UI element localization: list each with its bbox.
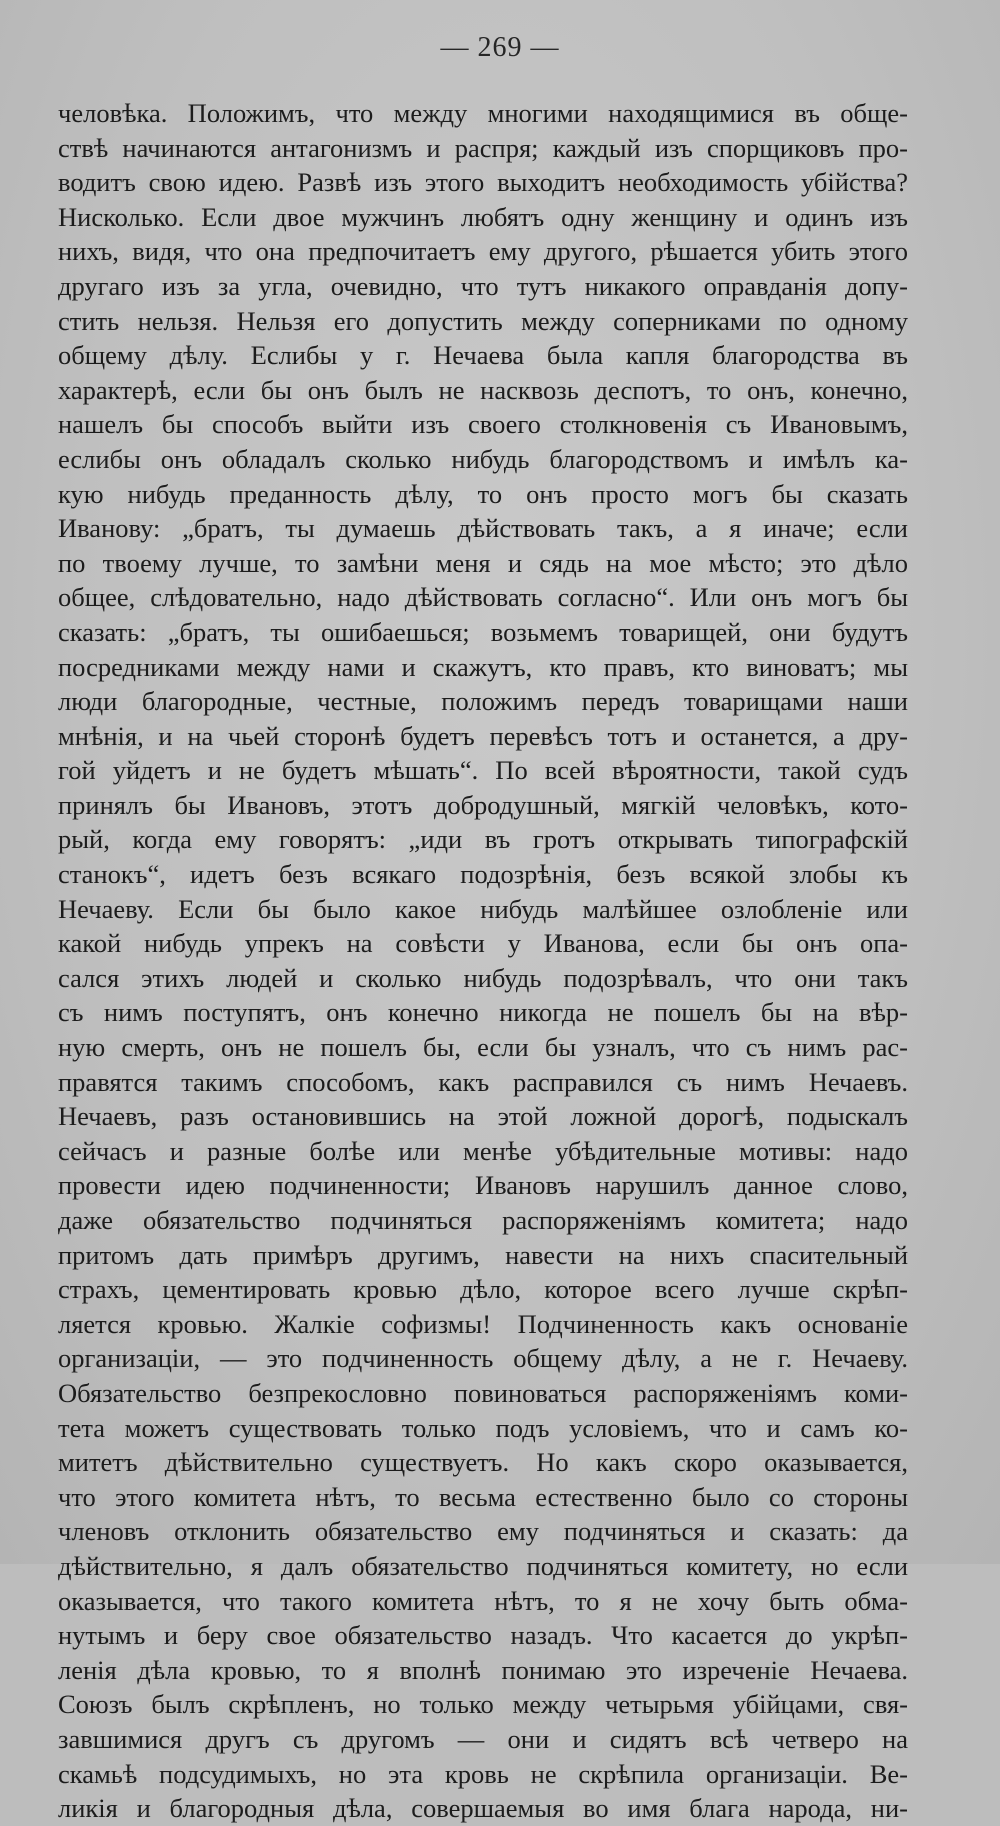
text-line: человѣка. Положимъ, что между многими находящимися въ обще- xyxy=(58,98,908,128)
page-number: — 269 — xyxy=(440,32,560,63)
text-line: страхъ, цементировать кровью дѣло, которое всего лучше скрѣп- xyxy=(58,1274,908,1305)
text-line: станокъ“, идетъ безъ всякаго подозрѣнія, безъ всякой злобы къ xyxy=(58,859,908,890)
text-line: Нечаевъ, разъ остановившись на этой ложной дорогѣ, подыскалъ xyxy=(58,1101,908,1132)
text-line: принялъ бы Ивановъ, этотъ добродушный, мягкій человѣкъ, кото- xyxy=(58,789,908,820)
text-line: съ нимъ поступятъ, онъ конечно никогда не пошелъ бы на вѣр- xyxy=(58,997,908,1028)
text-line: стить нельзя. Нельзя его допустить между соперниками по одному xyxy=(58,305,908,336)
text-line: характерѣ, если бы онъ былъ не насквозь деспотъ, то онъ, конечно, xyxy=(58,374,908,405)
text-line: сался этихъ людей и сколько нибудь подозрѣвалъ, что они такъ xyxy=(58,962,908,993)
text-line: провести идею подчиненности; Ивановъ нарушилъ данное слово, xyxy=(58,1170,908,1201)
text-line: по твоему лучше, то замѣни меня и сядь на мое мѣсто; это дѣло xyxy=(58,547,908,578)
text-line: организаціи, — это подчиненность общему дѣлу, а не г. Нечаеву. xyxy=(58,1343,908,1374)
text-line: оказывается, что такого комитета нѣтъ, то я не хочу быть обма- xyxy=(58,1585,908,1616)
text-line: дѣйствительно, я далъ обязательство подчиняться комитету, но если xyxy=(58,1550,908,1581)
text-line: митетъ дѣйствительно существуетъ. Но какъ скоро оказывается, xyxy=(58,1447,908,1478)
text-line: тета можетъ существовать только подъ условіемъ, что и самъ ко- xyxy=(58,1412,908,1443)
text-line: Нечаеву. Если бы было какое нибудь малѣйшее озлобленіе или xyxy=(58,893,908,924)
text-line: ленія дѣла кровью, то я вполнѣ понимаю это изреченіе Нечаева. xyxy=(58,1654,908,1685)
text-line: мнѣнія, и на чьей сторонѣ будетъ перевѣсъ тотъ и останется, а дру- xyxy=(58,720,908,751)
text-line: нутымъ и беру свое обязательство назадъ. Что касается до укрѣп- xyxy=(58,1620,908,1651)
text-line: сейчасъ и разные болѣе или менѣе убѣдительные мотивы: надо xyxy=(58,1135,908,1166)
text-line: водитъ свою идею. Развѣ изъ этого выходитъ необходимость убійства? xyxy=(58,167,908,198)
text-line: притомъ дать примѣръ другимъ, навести на нихъ спасительный xyxy=(58,1239,908,1270)
text-line: Иванову: „братъ, ты думаешь дѣйствовать такъ, а я иначе; если xyxy=(58,513,908,544)
text-line: нашелъ бы способъ выйти изъ своего столкновенія съ Ивановымъ, xyxy=(58,409,908,440)
text-line: ствѣ начинаются антагонизмъ и распря; каждый изъ спорщиковъ про- xyxy=(58,132,908,163)
body-text xyxy=(58,96,908,1826)
text-line: люди благородные, честные, положимъ передъ товарищами наши xyxy=(58,686,908,717)
text-line: ликія и благородныя дѣла, совершаемыя во имя блага народа, ни- xyxy=(58,1793,908,1824)
text-line: ную смерть, онъ не пошелъ бы, если бы узналъ, что съ нимъ рас- xyxy=(58,1032,908,1063)
text-line: рый, когда ему говорятъ: „иди въ гротъ открывать типографскій xyxy=(58,824,908,855)
text-line: общему дѣлу. Еслибы у г. Нечаева была капля благородства въ xyxy=(58,340,908,371)
text-line: ляется кровью. Жалкіе софизмы! Подчиненность какъ основаніе xyxy=(58,1308,908,1339)
text-line: Союзъ былъ скрѣпленъ, но только между четырьмя убійцами, свя- xyxy=(58,1689,908,1720)
text-line: Обязательство безпрекословно повиноваться распоряженіямъ коми- xyxy=(58,1377,908,1408)
text-line: посредниками между нами и скажутъ, кто правъ, кто виноватъ; мы xyxy=(58,651,908,682)
text-line: другаго изъ за угла, очевидно, что тутъ никакого оправданія допу- xyxy=(58,270,908,301)
text-line: еслибы онъ обладалъ сколько нибудь благородствомъ и имѣлъ ка- xyxy=(58,443,908,474)
text-line: завшимися другъ съ другомъ — они и сидятъ всѣ четверо на xyxy=(58,1723,908,1754)
text-line: правятся такимъ способомъ, какъ расправился съ нимъ Нечаевъ. xyxy=(58,1066,908,1097)
text-line: членовъ отклонить обязательство ему подчиняться и сказать: да xyxy=(58,1516,908,1547)
text-line: Нисколько. Если двое мужчинъ любятъ одну женщину и одинъ изъ xyxy=(58,201,908,232)
text-line: скамьѣ подсудимыхъ, но эта кровь не скрѣпила организаціи. Ве- xyxy=(58,1758,908,1789)
text-line: кую нибудь преданность дѣлу, то онъ просто могъ бы сказать xyxy=(58,478,908,509)
text-line: общее, слѣдовательно, надо дѣйствовать согласно“. Или онъ могъ бы xyxy=(58,582,908,613)
text-line: сказать: „братъ, ты ошибаешься; возьмемъ товарищей, они будутъ xyxy=(58,616,908,647)
text-line: что этого комитета нѣтъ, то весьма естественно было со стороны xyxy=(58,1481,908,1512)
text-line: какой нибудь упрекъ на совѣсти у Иванова, если бы онъ опа- xyxy=(58,928,908,959)
text-line: гой уйдетъ и не будетъ мѣшать“. По всей вѣроятности, такой судъ xyxy=(58,755,908,786)
text-line: нихъ, видя, что она предпочитаетъ ему другого, рѣшается убить этого xyxy=(58,236,908,267)
text-line: даже обязательство подчиняться распоряженіямъ комитета; надо xyxy=(58,1205,908,1235)
